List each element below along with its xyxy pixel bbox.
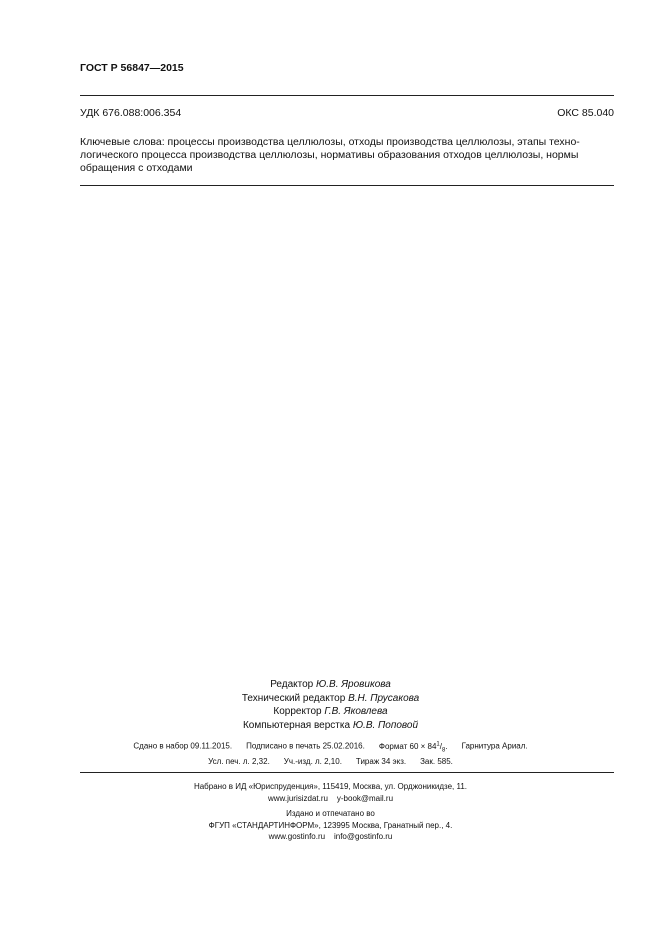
typeset-line: Набрано в ИД «Юриспруденция», 115419, Москва, ул. Орджоникидзе, 11. [193, 782, 468, 791]
staff-row-layout [0, 719, 661, 733]
bottom-divider [80, 772, 614, 773]
format-sup: 1 [436, 741, 440, 747]
publish-sheets: Уч.-изд. л. 2,10. [283, 757, 342, 766]
staff-role: Технический редактор [241, 692, 346, 704]
staff-row-tech-editor [0, 692, 661, 706]
printer-info [0, 808, 661, 843]
staff-person: Ю.В. Поповой [352, 719, 419, 731]
submitted-date: Сдано в набор 09.11.2015. [133, 741, 233, 751]
staff-row-editor [0, 678, 661, 692]
printer-line: ФГУП «СТАНДАРТИНФОРМ», 123995 Москва, Гранатный пер., 4. [208, 820, 453, 830]
oks-code: ОКС 85.040 [557, 107, 614, 119]
circulation: Тираж 34 экз. [355, 757, 407, 766]
keywords-line: логического процесса производства целлюлозы, нормативы образования отходов целлюлозы, нормы [80, 149, 579, 161]
staff-row-proofreader [0, 705, 661, 719]
staff-role: Корректор [273, 706, 322, 717]
udk-code: УДК 676.088:006.354 [80, 107, 182, 119]
printer-line: Издано и отпечатано во [286, 809, 375, 818]
staff-role: Компьютерная верстка [242, 719, 351, 731]
signed-date: Подписано в печать 25.02.2016. [246, 741, 365, 751]
keywords-paragraph [80, 136, 620, 175]
keywords-line: обращения с отходами [80, 162, 193, 174]
print-info-line-2 [0, 757, 661, 766]
staff-person: Г.В. Яковлева [324, 706, 388, 717]
editorial-staff [0, 678, 661, 732]
format-sub: 8 [442, 747, 446, 754]
typeface: Гарнитура Ариал. [461, 741, 528, 751]
order-number: Зак. 585. [420, 757, 453, 766]
typeset-contacts: www.jurisizdat.ru y-book@mail.ru [267, 793, 394, 803]
print-sheets: Усл. печ. л. 2,32. [208, 757, 270, 766]
paper-format: Формат $60 \times 84^1/_8$. [378, 741, 448, 754]
top-divider [80, 95, 614, 96]
staff-person: В.Н. Прусакова [348, 692, 420, 704]
typeset-info [0, 781, 661, 804]
format-prefix: Формат 60 × 84 [378, 741, 437, 751]
keywords-divider [80, 185, 614, 186]
staff-person: Ю.В. Яровикова [316, 679, 391, 690]
print-info-line-1 [0, 741, 661, 753]
printer-contacts: www.gostinfo.ru info@gostinfo.ru [268, 832, 393, 841]
format-suffix: . [445, 741, 448, 751]
standard-code: ГОСТ Р 56847—2015 [80, 62, 184, 74]
staff-role: Редактор [270, 679, 314, 690]
keywords-line: Ключевые слова: процессы производства целлюлозы, отходы производства целлюлозы, этапы техно- [80, 136, 580, 148]
